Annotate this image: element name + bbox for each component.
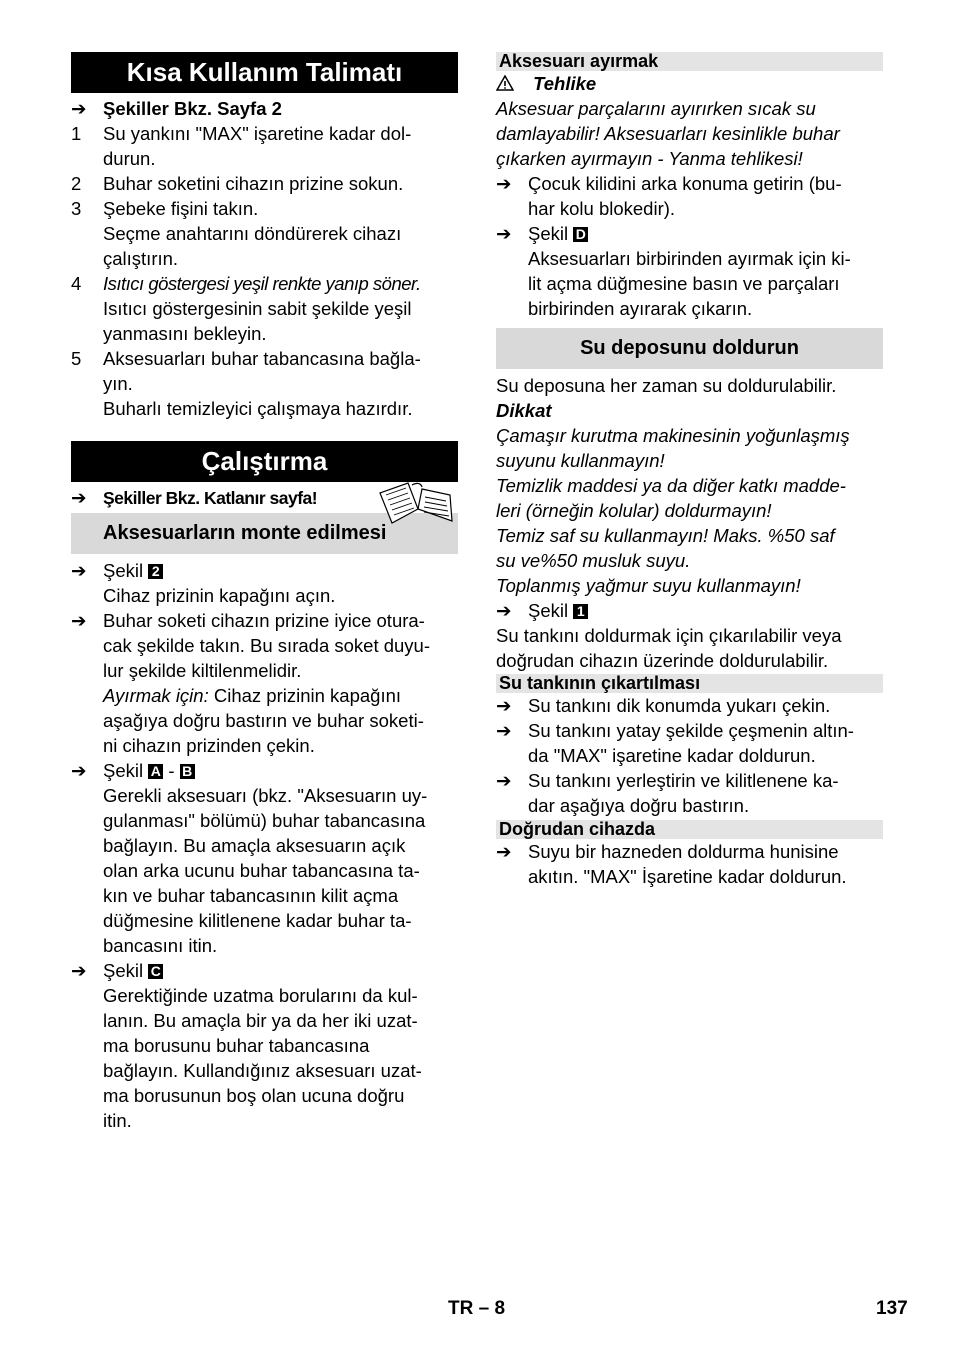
text-line: kın ve buhar tabancasının kilit açma [103,885,399,906]
arrow-right-icon: ➔ [496,600,512,621]
text-line: lanın. Bu amaçla bir ya da her iki uzat- [103,1010,418,1031]
figure-badge: B [180,764,195,779]
danger-text [496,96,883,171]
danger-line: çıkarken ayırmayın - Yanma tehlikesi! [496,148,803,169]
text-line: aşağıya doğru bastırın ve buhar soketi- [103,710,424,731]
note-line: Su tankını doldurmak için çıkarılabilir veya [496,625,842,646]
text-line: Cihaz prizinin kapağını açın. [103,585,336,606]
text-line: Buharlı temizleyici çalışmaya hazırdır. [103,398,413,419]
text-line: bağlayın. Bu amaçla aksesuarın açık [103,835,406,856]
text-line: Su tankını yatay şekilde çeşmenin altın- [528,720,854,741]
step-number: 1 [71,123,82,144]
subsection-title-remove-tank: Su tankının çıkartılması [496,674,883,693]
text-line: har kolu blokedir). [528,198,676,219]
text-line: yanmasını bekleyin. [103,323,267,344]
list-item [496,718,883,768]
text-line: cak şekilde takın. Bu sırada soket duyu- [103,635,431,656]
figure-badge: C [148,964,163,979]
figure-reference: Şekil D [528,221,883,246]
text-line: Buhar soketini cihazın prizine sokun. [103,173,404,194]
direct-steps [496,839,883,889]
text-line: çalıştırın. [103,248,179,269]
figure-badge: 1 [573,604,588,619]
mounting-steps [71,558,458,1133]
subsection-title-remove-accessory: Aksesuarı ayırmak [496,52,883,71]
text-line: dar aşağıya doğru bastırın. [528,795,750,816]
section-title-fill-water: Su deposunu doldurun [496,328,883,369]
subsection-title-mounting: Aksesuarların monte edilmesi [71,513,458,554]
numbered-step [71,346,458,421]
arrow-right-icon: ➔ [71,960,87,981]
text-line: gulanması" bölümü) buhar tabancasına [103,810,426,831]
text-line: da "MAX" işaretine kadar doldurun. [528,745,816,766]
list-item [496,768,883,818]
text-line: Ayırmak için: Cihaz prizinin kapağını [103,685,402,706]
danger-line: damlayabilir! Aksesuarları kesinlikle buhar [496,123,840,144]
figure-reference: Şekil A - B [103,758,458,783]
text-line: lur şekilde kiltilenmelidir. [103,660,302,681]
note-line: doğrudan cihazın üzerinde doldurulabilir. [496,650,829,671]
list-item [71,758,458,958]
list-item [496,221,883,321]
caution-text [496,423,883,598]
danger-line: Aksesuar parçalarını ayırırken sıcak su [496,98,816,119]
open-book-icon [378,479,458,533]
arrow-right-icon: ➔ [496,223,512,244]
list-item [496,171,883,221]
text-line: Suyu bir hazneden doldurma hunisine [528,841,839,862]
remove-steps [496,171,883,321]
text-line: olan arka ucunu buhar tabancasına ta- [103,860,420,881]
caution-label: Dikkat [496,400,552,421]
figure-reference: Şekil C [103,958,458,983]
text-line: düğmesine kilitlenene kadar buhar ta- [103,910,412,931]
arrow-right-icon: ➔ [71,98,87,119]
text-line: Isıtıcı göstergesinin sabit şekilde yeşil [103,298,412,319]
text-line: yın. [103,373,133,394]
italic-lead: Ayırmak için: [103,685,209,706]
numbered-step [71,271,458,346]
list-item [71,958,458,1133]
page-number: 137 [876,1298,908,1319]
footer-language-page: TR – 8 [448,1298,506,1319]
text-line: Şebeke fişini takın. [103,198,259,219]
text-line: Buhar soketi cihazın prizine iyice otura- [103,610,425,631]
arrow-right-icon: ➔ [71,487,87,508]
arrow-right-icon: ➔ [496,770,512,791]
text-line: ni cihazın prizinden çekin. [103,735,315,756]
step-italic: Isıtıcı göstergesi yeşil renkte yanıp söner. [103,273,421,294]
figures-reference-foldout: ➔ Şekiller Bkz. Katlanır sayfa! [71,485,458,513]
caution-line: suyunu kullanmayın! [496,450,665,471]
danger-heading: Tehlike [496,71,883,96]
text-line: Aksesuarları buhar tabancasına bağla- [103,348,421,369]
text-line: Gerektiğinde uzatma borularını da kul- [103,985,418,1006]
caution-line: su ve%50 musluk suyu. [496,550,691,571]
figure-reference: Şekil 2 [103,558,458,583]
left-column [71,52,458,1133]
figure-ref-1: ➔ Şekil 1 [496,598,883,623]
caution-line: Toplanmış yağmur suyu kullanmayın! [496,575,801,596]
arrow-right-icon: ➔ [496,841,512,862]
figure-badge: D [573,227,588,242]
arrow-right-icon: ➔ [71,760,87,781]
subsection-title-direct-fill: Doğrudan cihazda [496,820,883,839]
step-number: 2 [71,173,82,194]
arrow-right-icon: ➔ [496,173,512,194]
section-title-short-instructions: Kısa Kullanım Talimatı [71,52,458,93]
step-number: 5 [71,348,82,369]
caution-line: Çamaşır kurutma makinesinin yoğunlaşmış [496,425,850,446]
numbered-step [71,121,458,171]
figures-reference: ➔ Şekiller Bkz. Sayfa 2 [71,98,282,119]
step-number: 3 [71,198,82,219]
text-line: durun. [103,148,156,169]
list-item [496,693,883,718]
list-item [496,839,883,889]
figure-badge: A [148,764,163,779]
text-line: akıtın. "MAX" İşaretine kadar doldurun. [528,866,847,887]
arrow-right-icon: ➔ [496,695,512,716]
text-line: ma borusunun boş olan ucuna doğru [103,1085,405,1106]
text-line: Gerekli aksesuarı (bkz. "Aksesuarın uy- [103,785,428,806]
text-line: Su tankını dik konumda yukarı çekin. [528,695,831,716]
text-line: itin. [103,1110,132,1131]
step-number: 4 [71,273,82,294]
text-line: bağlayın. Kullandığınız aksesuarı uzat- [103,1060,422,1081]
water-note [496,623,883,673]
numbered-step [71,196,458,271]
caution-line: Temizlik maddesi ya da diğer katkı madde- [496,475,846,496]
arrow-right-icon: ➔ [71,610,87,631]
text-line: Aksesuarları birbirinden ayırmak için ki- [528,248,851,269]
arrow-right-icon: ➔ [71,560,87,581]
caution-line: leri (örneğin kolular) doldurmayın! [496,500,772,521]
text-line: Çocuk kilidini arka konuma getirin (bu- [528,173,842,194]
figure-badge: 2 [148,564,163,579]
text-line: Seçme anahtarını döndürerek cihazı [103,223,402,244]
warning-triangle-icon [496,71,516,96]
text-line: Su yankını "MAX" işaretine kadar dol- [103,123,412,144]
tank-steps [496,693,883,818]
section-title-operation: Çalıştırma [71,441,458,482]
water-intro: Su deposuna her zaman su doldurulabilir. [496,375,837,396]
steps-list [71,121,458,421]
text-line: birbirinden ayırarak çıkarın. [528,298,753,319]
arrow-right-icon: ➔ [496,720,512,741]
caution-line: Temiz saf su kullanmayın! Maks. %50 saf [496,525,835,546]
text-line: bancasını itin. [103,935,218,956]
text-line: lit açma düğmesine basın ve parçaları [528,273,840,294]
list-item [71,608,458,758]
text-line: Su tankını yerleştirin ve kilitlenene ka- [528,770,839,791]
list-item [71,558,458,608]
numbered-step [71,171,458,196]
text-line: ma borusunu buhar tabancasına [103,1035,370,1056]
right-column [496,52,883,889]
